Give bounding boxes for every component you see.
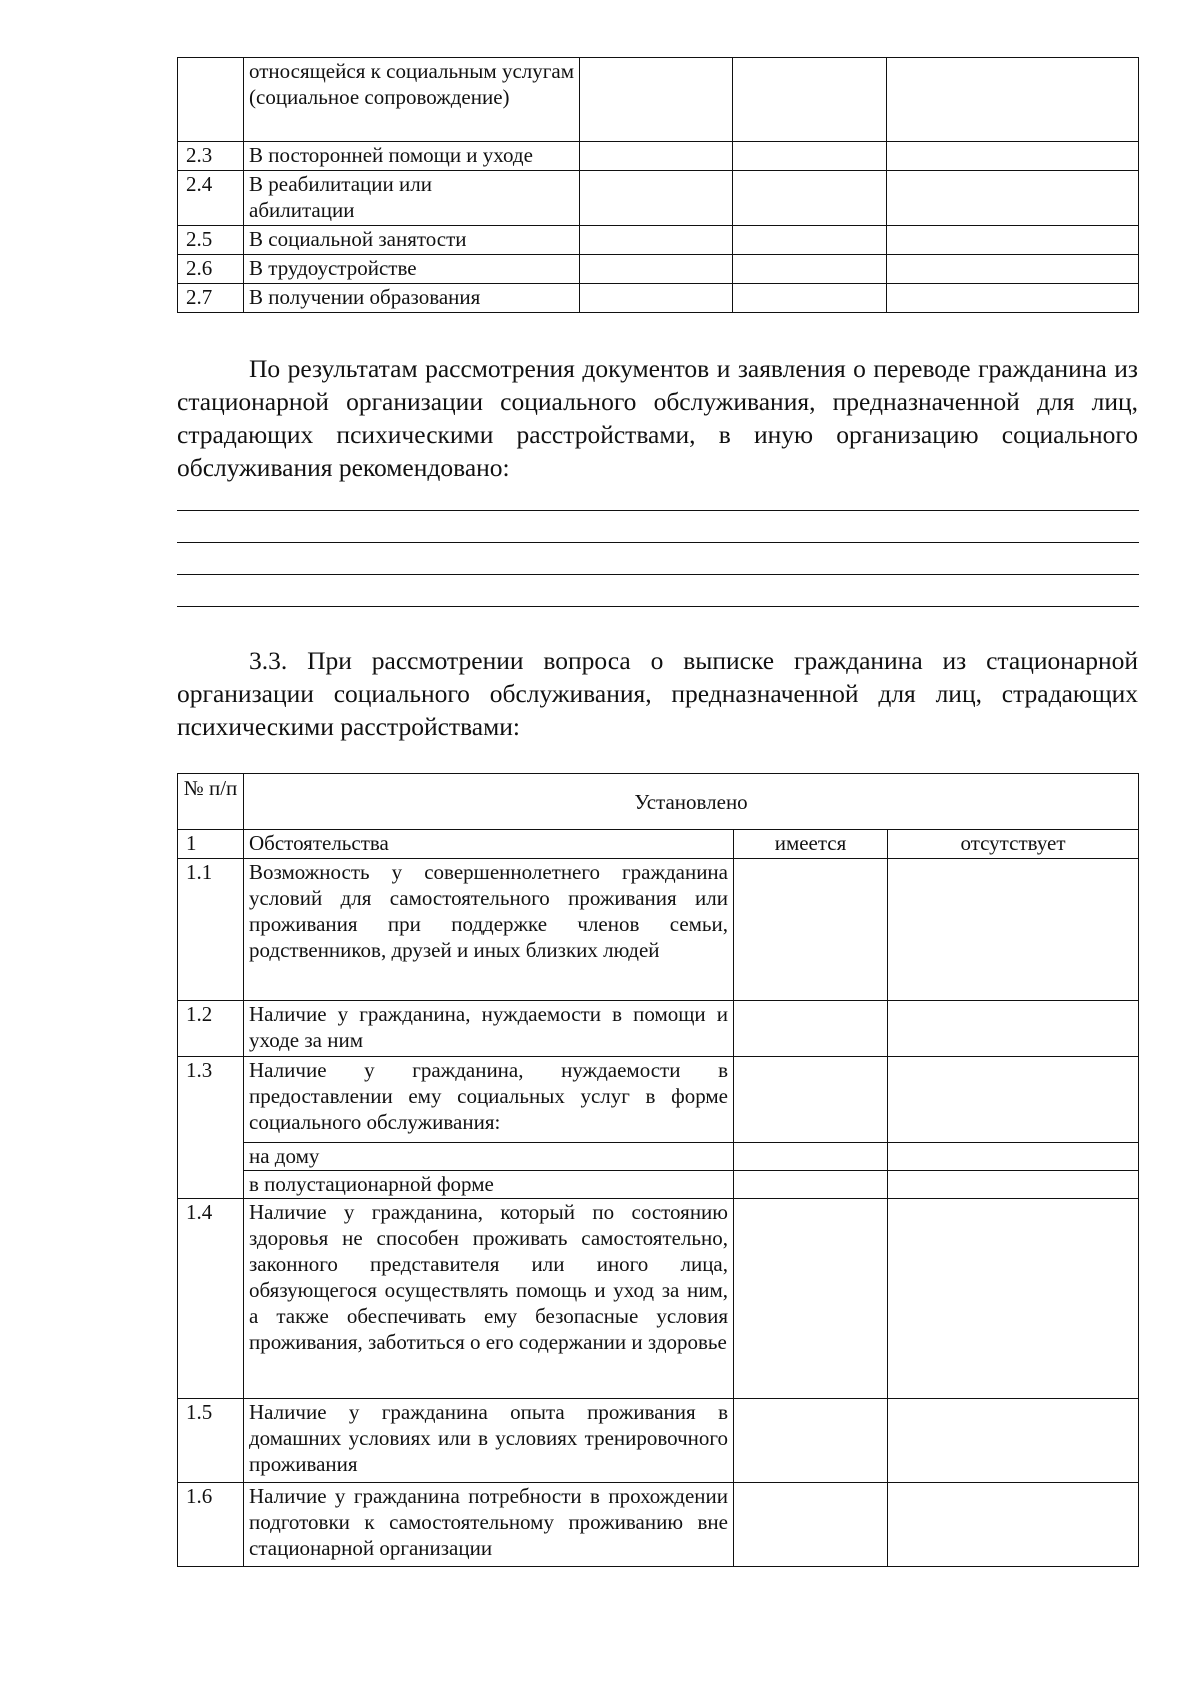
- present-cell[interactable]: [734, 1001, 888, 1057]
- column-present-header: имеется: [734, 830, 888, 859]
- present-cell[interactable]: [734, 1143, 888, 1171]
- empty-cell: [580, 142, 733, 171]
- empty-cell: [733, 284, 887, 313]
- fill-line[interactable]: [177, 510, 1139, 511]
- row-number: 2.6: [178, 255, 244, 284]
- row-text: Наличие у гражданина, который по состоянию здоровья не способен проживать самостоятельно, законного представителя или иного лица, обязующегося осуществлять помощь и уход за ним, а также обеспечивать ему безопасные условия проживания, заботиться о его содержании и здоровье: [244, 1199, 734, 1399]
- row-number: 1.2: [178, 1001, 244, 1057]
- empty-cell: [887, 255, 1139, 284]
- table-row: [178, 1001, 1139, 1057]
- table-row: [178, 226, 1139, 255]
- present-cell[interactable]: [734, 1171, 888, 1199]
- row-number: 1.1: [178, 859, 244, 1001]
- section-3-3-paragraph: 3.3. При рассмотрении вопроса о выписке гражданина из стационарной организации социального обслуживания, предназначенной для лиц, страдающих психическими расстройствами:: [177, 646, 1138, 741]
- empty-cell: [733, 226, 887, 255]
- table-row: [178, 1057, 1139, 1143]
- row-number: [178, 58, 244, 142]
- table-row: [178, 142, 1139, 171]
- table-subrow: [178, 1171, 1139, 1199]
- empty-cell: [733, 142, 887, 171]
- absent-cell[interactable]: [888, 1057, 1139, 1143]
- row-text: Наличие у гражданина потребности в прохождении подготовки к самостоятельному проживанию вне стационарной организации: [244, 1483, 734, 1567]
- absent-cell[interactable]: [888, 1483, 1139, 1567]
- empty-cell: [580, 255, 733, 284]
- table-row: [178, 284, 1139, 313]
- row-text: В трудоустройстве: [244, 255, 580, 284]
- absent-cell[interactable]: [888, 1001, 1139, 1057]
- empty-cell: [887, 284, 1139, 313]
- header-number-label: № п/п: [178, 774, 244, 830]
- table-row: [178, 1483, 1139, 1567]
- table-row: [178, 171, 1139, 226]
- empty-cell: [580, 58, 733, 142]
- present-cell[interactable]: [734, 859, 888, 1001]
- fill-line[interactable]: [177, 542, 1139, 543]
- row-number: 1.6: [178, 1483, 244, 1567]
- row-text: относящейся к социальным услугам (социальное сопровождение): [244, 58, 580, 142]
- row-text: В получении образования: [244, 284, 580, 313]
- present-cell[interactable]: [734, 1057, 888, 1143]
- row-text: Возможность у совершеннолетнего гражданина условий для самостоятельного проживания или проживания при поддержке членов семьи, родственников, друзей и иных близких людей: [244, 859, 734, 1001]
- column-absent-header: отсутствует: [888, 830, 1139, 859]
- header-title: Установлено: [244, 774, 1139, 830]
- absent-cell[interactable]: [888, 859, 1139, 1001]
- empty-cell: [887, 171, 1139, 226]
- row-text: В посторонней помощи и уходе: [244, 142, 580, 171]
- table-row: [178, 58, 1139, 142]
- empty-cell: [887, 58, 1139, 142]
- absent-cell[interactable]: [888, 1171, 1139, 1199]
- row-number: 1: [178, 830, 244, 859]
- empty-cell: [733, 58, 887, 142]
- fill-line[interactable]: [177, 606, 1139, 607]
- table-row: [178, 859, 1139, 1001]
- table-row: [178, 1199, 1139, 1399]
- row-text: В реабилитации или абилитации: [244, 171, 580, 226]
- row-number: 1.4: [178, 1199, 244, 1399]
- services-table: [177, 57, 1139, 313]
- present-cell[interactable]: [734, 1399, 888, 1483]
- subrow-text: на дому: [244, 1143, 734, 1171]
- present-cell[interactable]: [734, 1483, 888, 1567]
- discharge-table: [177, 773, 1139, 1567]
- fill-line[interactable]: [177, 574, 1139, 575]
- recommendation-paragraph: По результатам рассмотрения документов и заявления о переводе гражданина из стационарной организации социального обслуживания, предназначенной для лиц, страдающих психическими расстройствами, в иную организацию социального обслуживания рекомендовано:: [177, 354, 1138, 482]
- present-cell[interactable]: [734, 1199, 888, 1399]
- row-text: Наличие у гражданина, нуждаемости в помощи и уходе за ним: [244, 1001, 734, 1057]
- table-subrow: [178, 1143, 1139, 1171]
- absent-cell[interactable]: [888, 1399, 1139, 1483]
- row-number: 2.3: [178, 142, 244, 171]
- empty-cell: [580, 284, 733, 313]
- empty-cell: [887, 226, 1139, 255]
- row-number: 2.7: [178, 284, 244, 313]
- empty-cell: [733, 171, 887, 226]
- row-text: Наличие у гражданина, нуждаемости в предоставлении ему социальных услуг в форме социального обслуживания:: [244, 1057, 734, 1143]
- row-number: 2.5: [178, 226, 244, 255]
- row-number: 1.3: [178, 1057, 244, 1199]
- subheader-text: Обстоятельства: [244, 830, 734, 859]
- empty-cell: [733, 255, 887, 284]
- empty-cell: [580, 226, 733, 255]
- row-number: 2.4: [178, 171, 244, 226]
- row-text: В социальной занятости: [244, 226, 580, 255]
- row-number: 1.5: [178, 1399, 244, 1483]
- table-row: [178, 1399, 1139, 1483]
- subrow-text: в полустационарной форме: [244, 1171, 734, 1199]
- table-header-row: [178, 774, 1139, 830]
- empty-cell: [580, 171, 733, 226]
- absent-cell[interactable]: [888, 1199, 1139, 1399]
- table-subheader-row: [178, 830, 1139, 859]
- row-text: Наличие у гражданина опыта проживания в домашних условиях или в условиях тренировочного проживания: [244, 1399, 734, 1483]
- table-row: [178, 255, 1139, 284]
- empty-cell: [887, 142, 1139, 171]
- absent-cell[interactable]: [888, 1143, 1139, 1171]
